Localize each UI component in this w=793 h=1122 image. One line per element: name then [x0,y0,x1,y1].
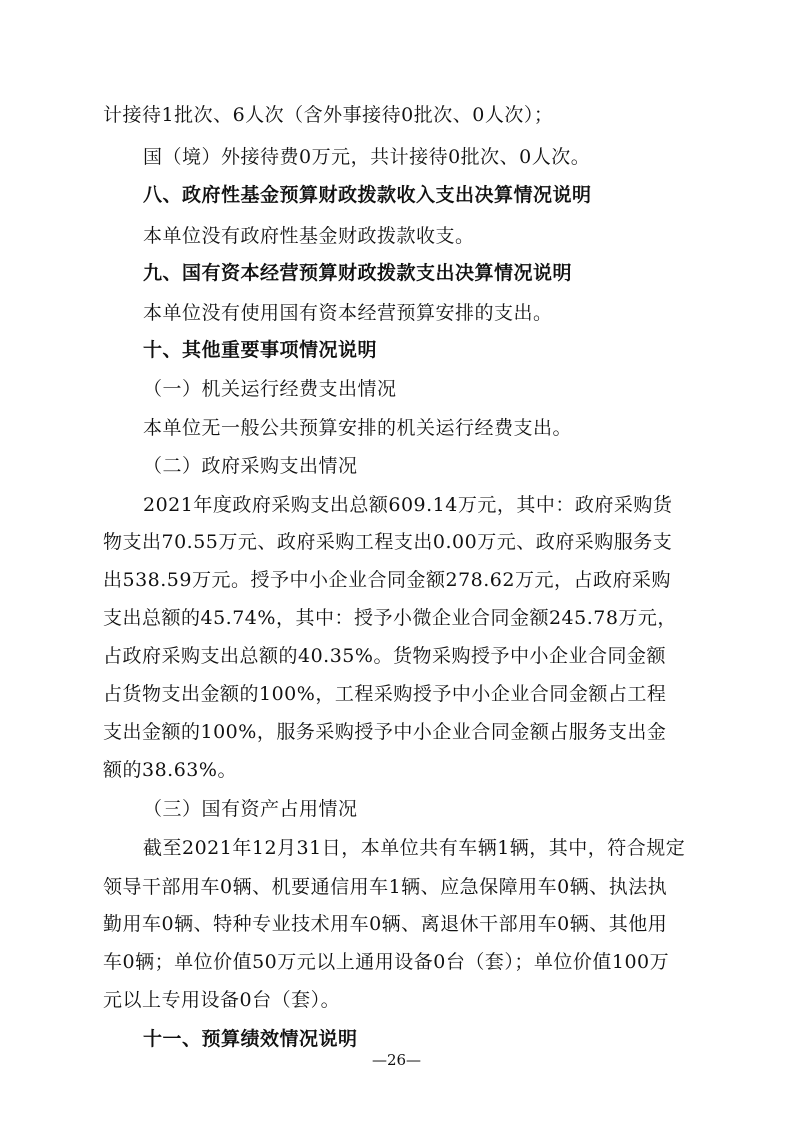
paragraph-line: 占政府采购支出总额的40.35%。货物采购授予中小企业合同金额 [103,645,666,667]
paragraph-line: 支出金额的100%，服务采购授予中小企业合同金额占服务支出金 [103,721,667,743]
paragraph-line: 领导干部用车0辆、机要通信用车1辆、应急保障用车0辆、执法执 [103,876,668,898]
paragraph-line: 元以上专用设备0台（套）。 [103,989,341,1011]
text-line: 本单位无一般公共预算安排的机关运行经费支出。 [143,417,573,439]
text-line: 国（境）外接待费0万元，共计接待0批次、0人次。 [143,146,591,168]
section-heading-10: 十、其他重要事项情况说明 [143,339,378,361]
page-number: —26— [371,1051,422,1069]
section-heading-9: 九、国有资本经营预算财政拨款支出决算情况说明 [143,262,573,284]
section-heading-11: 十一、预算绩效情况说明 [143,1028,358,1050]
paragraph-line: 勤用车0辆、特种专业技术用车0辆、离退休干部用车0辆、其他用 [103,913,668,935]
paragraph-line: 物支出70.55万元、政府采购工程支出0.00万元、政府采购服务支 [103,531,673,553]
subsection-heading-2: （二）政府采购支出情况 [143,455,358,477]
paragraph-line: 额的38.63%。 [103,759,237,781]
text-line: 本单位没有政府性基金财政拨款收支。 [143,225,475,247]
subsection-heading-1: （一）机关运行经费支出情况 [143,378,397,400]
paragraph-line: 截至2021年12月31日，本单位共有车辆1辆，其中，符合规定 [143,837,686,859]
paragraph-line: 占货物支出金额的100%，工程采购授予中小企业合同金额占工程 [103,683,667,705]
text-line: 计接待1批次、6人次（含外事接待0批次、0人次）； [103,104,554,126]
paragraph-line: 车0辆；单位价值50万元以上通用设备0台（套）；单位价值100万 [103,951,670,973]
text-line: 本单位没有使用国有资本经营预算安排的支出。 [143,302,553,324]
paragraph-line: 2021年度政府采购支出总额609.14万元，其中：政府采购货 [143,494,673,516]
paragraph-line: 支出总额的45.74%，其中：授予小微企业合同金额245.78万元， [103,607,677,629]
subsection-heading-3: （三）国有资产占用情况 [143,798,358,820]
paragraph-line: 出538.59万元。授予中小企业合同金额278.62万元，占政府采购 [103,569,671,591]
section-heading-8: 八、政府性基金预算财政拨款收入支出决算情况说明 [143,184,592,206]
